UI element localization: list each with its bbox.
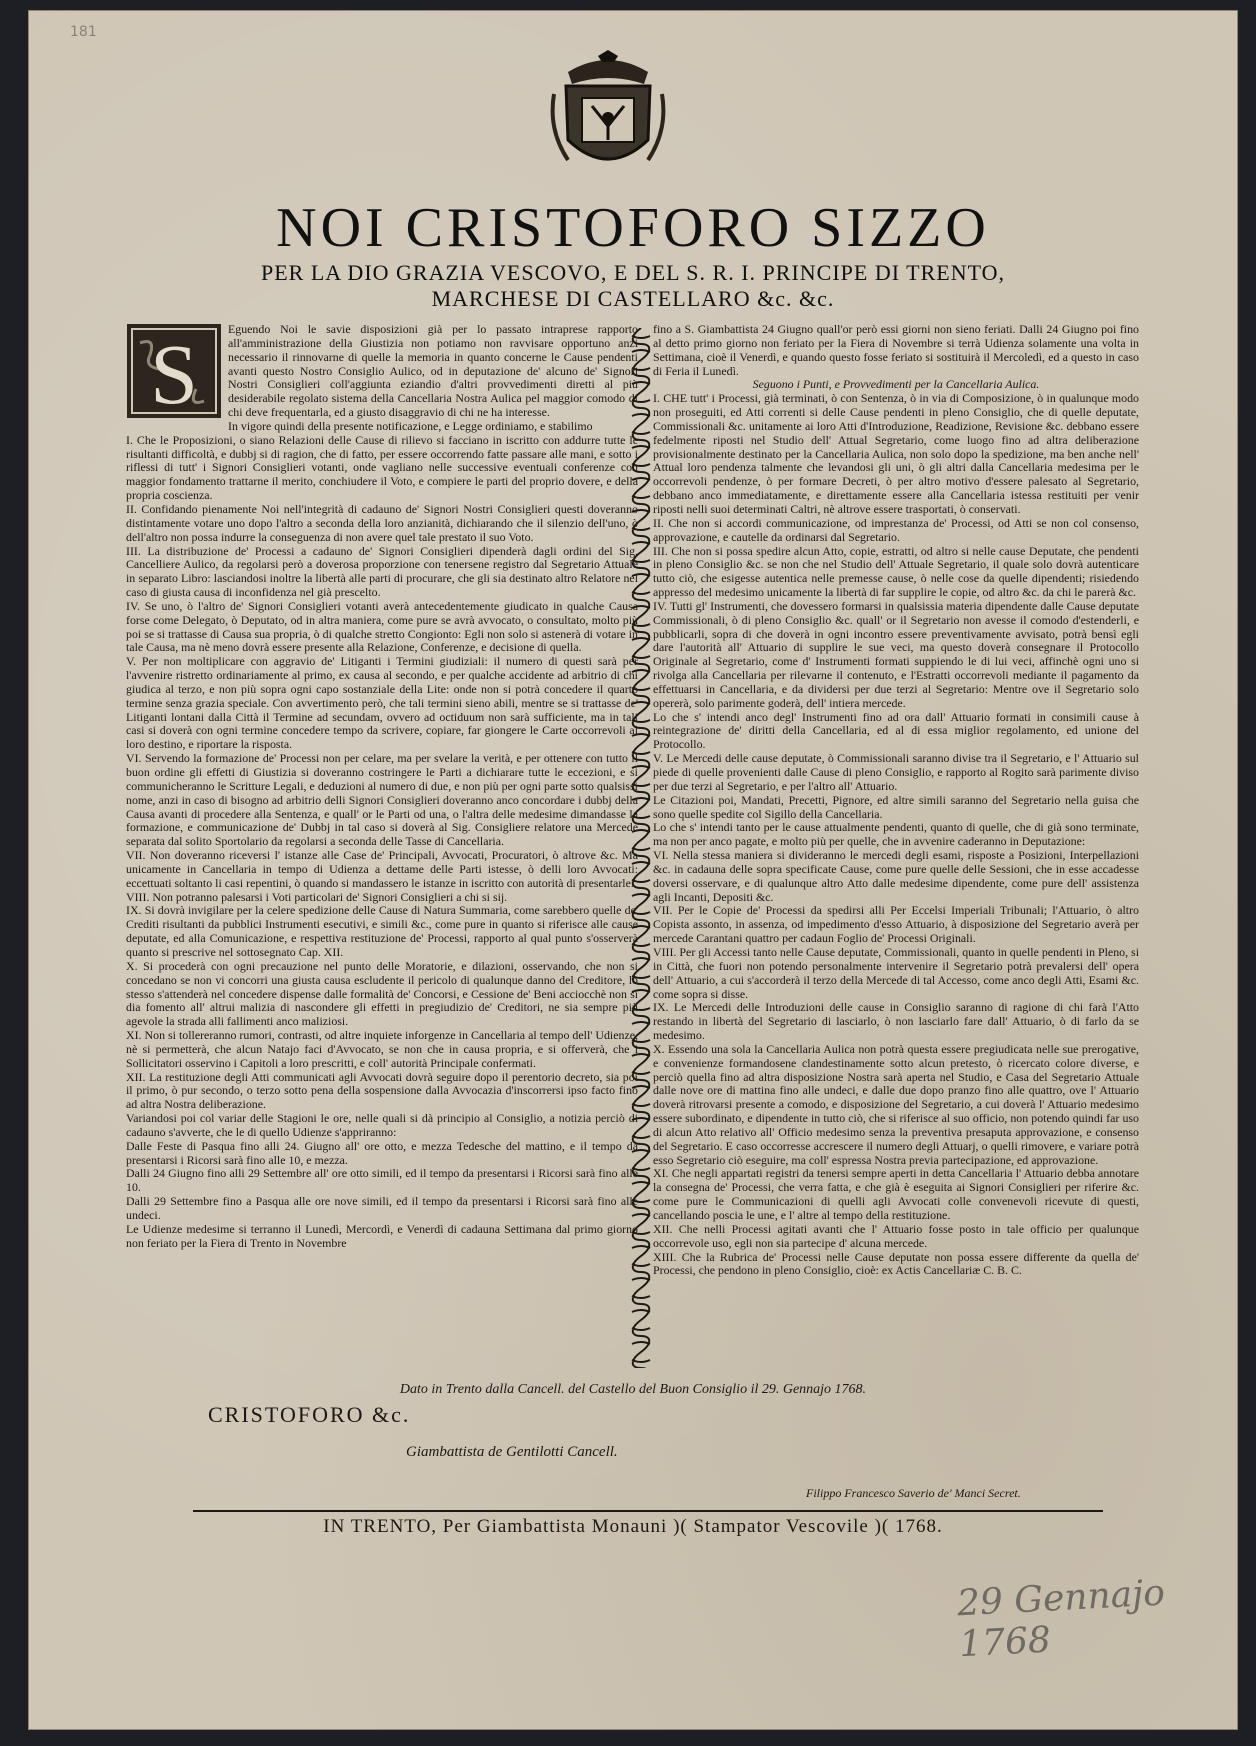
article-3: III. La distribuzione de' Processi a cadauno de' Signori Consiglieri dipenderà dagli ordini del Sig. Cancelliere Aulico, da regolarsi però a doverosa proporzione con tenersene registro dal Segretario Attuale in separato Libro: lasciandosi inoltre la libertà alle parti di procurare, che gli sia destinato altro Relatore nel caso di giusta causa di inconfidenza nel già prescelto. <box>126 543 638 600</box>
point-9: IX. Le Mercedi delle Introduzioni delle cause in Consiglio saranno di ragione di chi farà l'Atto restando in libertà del Segretario di lasciarlo, ò non lasciarlo fare dall' Attuario, ò di farlo da se medesimo. <box>653 1000 1139 1043</box>
divider-rule <box>193 1510 1103 1512</box>
intro-paragraph: Eguendo Noi le savie disposizioni già per lo passato intraprese rapporto all'amministrazione della Giustizia non potiamo non ravvisare opportuno anzi necessario il rinnovarne di quelle la memoria in quanto concerne le Cause pendenti avanti questo Nostro Consiglio Aulico, od in deputazione de' alcuno de' Signori Nostri Consiglieri coll'aggiunta eziandio d'altri provvedimenti diretti al più desiderabile regolato sistema della Cancellaria Nostra Aulica pel maggior comodo di chi deve frequentarla, ed a giusto disaggravio di chi ne ha interesse. <box>228 322 638 420</box>
right-column <box>653 323 1139 1278</box>
point-13: XIII. Che la Rubrica de' Processi nelle Cause deputate non possa essere differente da quella de' Processi, che pendono in pleno Consiglio, cioè: ex Actis Cancellariæ C. B. C. <box>653 1249 1139 1278</box>
continued-paragraph: fino a S. Giambattista 24 Giugno quall'or però essi giorni non sieno feriati. Dalli 24 Giugno poi fino al detto primo giorno non feriato per la Fiera di Novembre si terrà Udienza solamente una volta in Settimana, cioè il Venerdì, e quando questo fosse feriato si sostituirà il Mercoledì, ed a questo in caso di Feria il Lunedì. <box>653 322 1139 378</box>
handwritten-date-note: 29 Gennajo 1768 <box>956 1572 1166 1666</box>
section-heading: Seguono i Punti, e Provvedimenti per la Cancellaria Aulica. <box>752 377 1040 392</box>
seasons-intro: Variandosi poi col variar delle Stagioni le ore, nelle quali si dà principio al Consiglio, a notizia perciò di cadauno s'avverte, che le di quello Udienze s'appriranno: <box>126 1111 638 1139</box>
article-9: IX. Si dovrà invigilare per la celere spedizione delle Cause di Natura Summaria, come sarebbero quelle de' Crediti risultanti da pubblici Instrumenti esecutivi, e simili &c., come pure in quanto si riferisce alle cause deputate, ed alla Comunicazione, e respettiva restituzione de' Processi, rapporto al qual punto s'osserverà quanto si prescrive nel sottosegnato Cap. XII. <box>126 903 638 959</box>
date-line: Dato in Trento dalla Cancell. del Castello del Buon Consiglio il 29. Gennajo 1768. <box>399 1382 867 1397</box>
article-2: II. Confidando pienamente Noi nell'integrità di cadauno de' Signori Nostri Consiglieri questi doveranno distintamente votare uno dopo l'altro a seconda della loro anzianità, dichiarando che il silenzio dell'uno, ò dell'altro non possa indurre la conseguenza di non avere quel tale prestato il suo Voto. <box>126 501 638 544</box>
point-2: II. Che non si accordi communicazione, od imprestanza de' Processi, od Atti se non col consenso, approvazione, e cautelle da ordinarsi dal Segretario. <box>653 515 1139 544</box>
article-12: XII. La restituzione degli Atti communicati agli Avvocati dovrà seguire dopo il perentorio decreto, sia poi il primo, ò pur secondo, o terzo sotto pena della sospensione dalla Avvocazia d'inscorrersi ipso facto fino ad altra Nostra deliberazione. <box>126 1069 638 1112</box>
article-7: VII. Non doveranno riceversi l' istanze alle Case de' Principali, Avvocati, Procuratori, ò altrove &c. Ma unicamente in Cancellaria in tempo di Udienza a dettame delle Parti istesse, ò delli loro Avvocati: eccettuati soltanto li casi repentini, ò quando si mandassero le istanze in iscritto con autorità di presentarle. <box>126 848 638 890</box>
archive-number: 181 <box>70 24 97 40</box>
ornamental-divider-icon <box>626 328 656 1368</box>
svg-text:S: S <box>150 326 198 419</box>
point-8: VIII. Per gli Accessi tanto nelle Cause deputate, Commissionali, quanto in quelle pendenti in Pleno, si in Città, che fuori non potendo personalmente intervenire il Segretario potrà prevalersi dell' opera dell' Attuario, a cui s'accorderà il terzo della Mercede di tal Accesso, come anco degli Atti, Esami &c. come sopra si disse. <box>653 944 1139 1001</box>
page-subtitle-1: PER LA DIO GRAZIA VESCOVO, E DEL S. R. I. PRINCIPE DI TRENTO, <box>260 260 1006 285</box>
point-10: X. Essendo una sola la Cancellaria Aulica non potrà questa essere pregiudicata nelle sue prerogative, e convenienze formandosene clandestinamente sotto alcun pretesto, ò ricercato colore diverse, e perciò quella fino ad altra disposizione Nostra sarà aperta nel Studio, e Casa del Segretario Attuale dalle nove ore di mattina fino alle undeci, e dalle due dopo pranzo fino alle quattro, ove l' Attuario doverà ritrovarsi presente a comodo, e disposizione del Segretario, a cui doverà l' Attuario medesimo essere subordinato, e dipendente in tutto ciò, che si riferisce al suo officio, non potendo quindi far uso di alcun Atto relativo all' Officio medesimo senza la preventiva presaputa approvazione, e consenso del Segretario. E caso occorresse accrescere il numero degli Attuarj, o quelli rimovere, e variare potrà esso Segretario ciò eseguire, ma coll' espressa Nostra previa partecipazione, ed approvazione. <box>653 1041 1139 1167</box>
article-5: V. Per non moltiplicare con aggravio de' Litiganti i Termini giudiziali: il numero di questi sarà per l'avvenire ristretto ordinariamente al primo, ex causa al secondo, e per qualche accidente ad arbitrio di chi giudica al terzo, e non più sopra ogni capo sostanziale della Lite: onde non si potrà concedere il quarto termine senza grazia speciale. Con avvertimento però, che tali termini sieno abili, mentre se si trattasse de' Litiganti lontani dalla Città il Termine ad secundam, ovvero ad octiduum non sarà sufficiente, ma in tali casi si doverà con ogni termine concedere tempo da scrivere, copiare, far giongere le Carte occorrevoli al loro destino, e riportare la risposta. <box>126 654 638 752</box>
article-11: XI. Non si tollereranno rumori, contrasti, od altre inquiete inforgenze in Cancellaria al tempo dell' Udienze, nè si permetterà, che alcun Natajo faci d'Avvocato, se non che in causa propria, e si offerverà, che i Sollicitatori osservino i Capitoli a loro prescritti, e coll' autorità Principale confermati. <box>126 1028 638 1070</box>
article-1: I. Che le Proposizioni, o siano Relazioni delle Cause di rilievo si facciano in iscritto con addurre tutte le risultanti difficoltà, e dubbj si di ragion, che di fatto, per essere occorrendo fatte passare alle mani, e sotto i riflessi di tutt' i Signori Consiglieri votanti, onde vagliano nelle successive eventuali conferenze con maggior fondamento trattarne il merito, conchiudere il Voto, e compiere le parti del proprio dovere, e della propria coscienza. <box>126 432 638 503</box>
point-7: VII. Per le Copie de' Processi da spedirsi alli Per Eccelsi Imperiali Tribunali; l'Attuario, ò altro Copista assonto, in assenza, od impedimento d'esso Attuario, à disposizione del Segretario averà per mercede Carantani quattro per cadaun Foglio de' Processi Originali. <box>653 903 1139 946</box>
chancellor-signature: Giambattista de Gentilotti Cancell. <box>406 1444 618 1460</box>
season-june: Dalli 24 Giugno fino alli 29 Settembre all' ore otto simili, ed il tempo da presentarsi i Ricorsi sarà fino alle 10. <box>126 1166 638 1195</box>
point-11: XI. Che negli appartati registri da tenersi sempre aperti in detta Cancellaria l' Attuario debba annotare la consegna de' Processi, che verra fatta, e che già è eseguita ai Signori Consiglieri per riferire &c. come pure le Communicazioni di quelli agli Avvocati colle convenevoli ricevute di questi, cancellando poscia le une, e l' altre al tempo della restituzione. <box>653 1166 1139 1222</box>
signer-name: CRISTOFORO &c. <box>208 1402 411 1427</box>
coat-of-arms-icon <box>548 50 668 180</box>
broadsheet-page <box>28 10 1238 1730</box>
article-4: IV. Se uno, ò l'altro de' Signori Consiglieri votanti averà antecedentemente giudicato in qualche Causa forse come Delegato, ò Deputato, od in altra maniera, come pure se avrà avvocato, o consultato, molto più poi se si trattasse di Causa sua propria, ò di qualche stretto Congionto: Egli non solo si astenerà di votare in tale Causa, ma nè meno dovrà essere presente alla Relazione, Conferenze, e decisione di quella. <box>126 598 638 655</box>
point-5-citations: Le Citazioni poi, Mandati, Precetti, Pignore, ed altre simili saranno del Segretario nella guisa che sono quelle spedite col Sigillo della Cancellaria. <box>653 792 1139 821</box>
point-5: V. Le Mercedi delle cause deputate, ò Commissionali saranno divise tra il Segretario, e l' Attuario sul piede di quelle provenienti dalle Cause di pleno Consiglio, e rapporto al Rogito sarà parimente diviso per due terzi al Segretario, e per l'altro all' Attuario. <box>653 751 1139 793</box>
point-6: VI. Nella stessa maniera si divideranno le mercedi degli esami, risposte a Posizioni, Interpellazioni &c. in cadauna delle sopra specificate Cause, come pure quelle delle Sessioni, che in esse accadesse doversi osservare, e di qualunque altro Atto dalle medesime dipendente, come pure dell' assistenza agli Incanti, Depositi &c. <box>653 848 1139 904</box>
printer-imprint: IN TRENTO, Per Giambattista Monauni )( Stampator Vescovile )( 1768. <box>323 1516 943 1537</box>
page-subtitle-2: MARCHESE DI CASTELLARO &c. &c. <box>431 286 835 311</box>
secretary-signature: Filippo Francesco Saverio de' Manci Secret. <box>806 1486 1021 1500</box>
point-12: XII. Che nelli Processi agitati avanti che l' Attuario fosse posto in tale officio per qualunque occorrevole uso, egli non sia partecipe d' alcuna mercede. <box>653 1221 1139 1250</box>
point-3: III. Che non si possa spedire alcun Atto, copie, estratti, od altro si nelle cause Deputate, che pendenti in pleno Consiglio &c. se non che nel Studio dell' Attuale Segretario, il quale solo dovrà autenticare tutto ciò, che esigesse autentica nelle premesse cause, ò nelle cose da quelle dipendenti; risiedendo appresso del medesimo unicamente la libertà di far supplire le copie, od altro &c. da chi le parerà &c. <box>653 543 1139 600</box>
point-1: I. CHE tutt' i Processi, già terminati, ò con Sentenza, ò in via di Composizione, ò in qualunque modo non proseguiti, ed Atti correnti si delle Cause pendenti in pleno Consiglio, che di quelle deputate, Commissionali &c. unitamente ai loro Atti d'Introduzione, Readizione, Revisione &c. debbano essere fedelmente riposti nel Studio dell' Attual Segretario, come luogo fino ad altra deliberazione provisionalmente destinato per la Cancellaria Aulica, non solo dopo la spedizione, ma ben anche nell' Attual loro pendenza talmente che levandosi gli uni, ò gli altri dalla Cancellaria medesima per le occorrevoli pendenze, ò per formare Decreti, ò per altro motivo d'essere palesato al Segretario, debbano anco immediatamente, e direttamente essere alla Cancellaria istessa restituiti per venir riposti nelli suoi determinati Caltri, nè altrove essere trasportati, ò conservati. <box>653 391 1139 516</box>
left-column <box>126 323 638 1251</box>
point-4: IV. Tutti gl' Instrumenti, che dovessero formarsi in qualsissia materia dipendente dalle Cause deputate Commissionali, ò di pleno Consiglio &c. quall' or il Segretario non avesse il comodo d'estenderli, e pubblicarli, sopra di che doverà in ogni incontro essere preventivamente avvisato, potrà bensì egli dare l'autorità all' Attuario di supplire le sue veci, ma questo doverà consegnare il Protocollo Originale al Segretario, come d' Instrumenti formati suppiendo le di lui veci, affinchè ogni uno si rivolga alla Cancellaria per rilevarne il contenuto, e l'Estratti occorrevoli mediante il pagamento da effettuarsi in Cancellaria, e da dividersi per due terzi al Segretario: Mentre ove il Segretario solo opererà, solo parimente goderà, dell' intiera mercede. <box>653 598 1139 710</box>
point-5-note: Lo che s' intendi tanto per le cause attualmente pendenti, quanto di quelle, che di già sono terminate, ma non per anco pagate, e molto più per quelle, che in avvenire caderanno in Deputazione: <box>653 820 1139 849</box>
hearing-days: Le Udienze medesime si terranno il Lunedì, Mercordì, e Venerdì di cadauna Settimana dal primo giorno non feriato per la Fiera di Trento in Novembre <box>126 1221 638 1250</box>
page-title: NOI CRISTOFORO SIZZO <box>276 197 990 259</box>
ordinance-line: In vigore quindi della presente notificazione, e Legge ordiniamo, e stabilimo <box>228 418 593 433</box>
article-8: VIII. Non potranno palesarsi i Voti particolari de' Signori Consiglieri a chi si sij. <box>126 889 508 904</box>
decorated-initial-s-icon <box>126 323 222 419</box>
ornament-scroll <box>632 328 650 1368</box>
point-4-note: Lo che s' intendi anco degl' Instrumenti fino ad ora dall' Attuario formati in consimili cause à reintegrazione de' diritti della Cancellaria, ed al di essa miglior regolamento, ed unione del Protocollo. <box>653 709 1139 752</box>
article-6: VI. Servendo la formazione de' Processi non per celare, ma per svelare la verità, e per ottenere con tutto il buon ordine gli effetti di Giustizia si doveranno costringere le Parti a dichiarare tutte le eccezioni, e si communicheranno le Scritture Legali, e deduzioni al numero di due, e non più per ogni parte sotto qualsissi nome, anzi in caso di bisogno ad arbitrio delli Signori Consiglieri doveranno anco concordare i dubbj della Causa avanti di procedere alla Sentenza, e quall' or le Parti od una, o l'altra delle medesime dimandasse la formazione, e communicazione de' Dubbj in tal caso si doverà al Sig. Consigliere relatore una Mercede separata dal solito Sportolario da regolarsi a seconda delle Tasse di Cancellaria. <box>126 751 638 849</box>
article-10: X. Si procederà con ogni precauzione nel punto delle Moratorie, e dilazioni, osservando, che non si concedano se non vi concorri una giusta causa escludente il pericolo di qualunque danno del Creditore, lo stesso s'attenderà nel concedere dispense dalle formalità de' Concorsi, e Cessione de' Beni acciocchè non si dia fomento all' altrui malizia di nascondere gli effetti in pregiudizio de' Creditori, ne sia sempre più agevole la strada alli fallimenti anco maliziosi. <box>126 958 638 1029</box>
season-easter: Dalle Feste di Pasqua fino alli 24. Giugno all' ore otto, e mezza Tedesche del mattino, e il tempo da presentarsi i Ricorsi sarà fino alle 10, e mezza. <box>126 1138 638 1167</box>
season-september: Dalli 29 Settembre fino a Pasqua alle ore nove simili, ed il tempo da presentarsi i Ricorsi sarà fino alle undeci. <box>126 1194 638 1222</box>
